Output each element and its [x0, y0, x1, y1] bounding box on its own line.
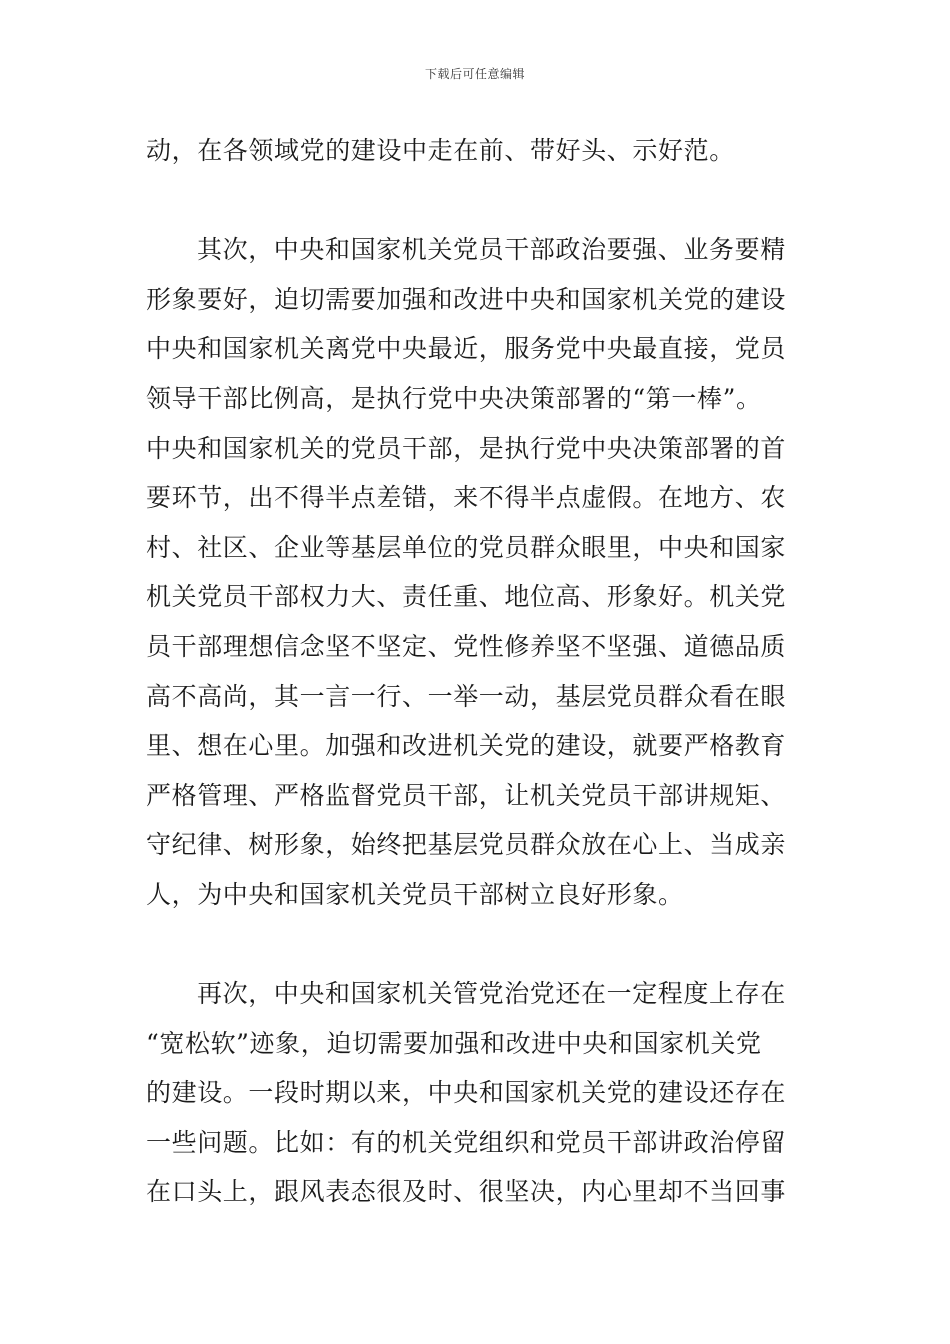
paragraph-2 — [146, 225, 806, 919]
text-line: 高不高尚，其一言一行、一举一动，基层党员群众看在眼 — [146, 681, 787, 711]
paragraph-3 — [146, 969, 806, 1217]
text-line: 在口头上，跟风表态很及时、很坚决，内心里却不当回事 — [146, 1177, 787, 1207]
text-line: 中央和国家机关离党中央最近，服务党中央最直接，党员 — [146, 334, 787, 364]
text-line: 中央和国家机关的党员干部，是执行党中央决策部署的首 — [146, 433, 787, 463]
text-line: 形象要好，迫切需要加强和改进中央和国家机关党的建设 — [146, 284, 787, 314]
text-line: 里、想在心里。加强和改进机关党的建设，就要严格教育 — [146, 731, 787, 761]
paragraph-gap — [146, 176, 806, 226]
text-line: 机关党员干部权力大、责任重、地位高、形象好。机关党 — [146, 582, 787, 612]
text-line: 员干部理想信念坚不坚定、党性修养坚不坚强、道德品质 — [146, 631, 787, 661]
text-line: 要环节，出不得半点差错，来不得半点虚假。在地方、农 — [146, 483, 787, 513]
text-line: 村、社区、企业等基层单位的党员群众眼里，中央和国家 — [146, 532, 787, 562]
text-line: 领导干部比例高，是执行党中央决策部署的“第一棒”。 — [146, 383, 762, 413]
paragraph-gap — [146, 920, 806, 970]
text-line: 守纪律、树形象，始终把基层党员群众放在心上、当成亲 — [146, 830, 787, 860]
document-body — [146, 126, 806, 1217]
text-line: 动，在各领域党的建设中走在前、带好头、示好范。 — [146, 136, 735, 165]
text-line: 其次，中央和国家机关党员干部政治要强、业务要精 — [197, 235, 786, 265]
text-line: 再次，中央和国家机关管党治党还在一定程度上存在 — [197, 979, 786, 1009]
text-line: 的建设。一段时期以来，中央和国家机关党的建设还存在 — [146, 1078, 787, 1108]
text-line: 人，为中央和国家机关党员干部树立良好形象。 — [146, 879, 684, 909]
page-header: 下载后可任意编辑 — [424, 67, 525, 81]
text-line: 严格管理、严格监督党员干部，让机关党员干部讲规矩、 — [146, 780, 787, 810]
text-line: 一些问题。比如：有的机关党组织和党员干部讲政治停留 — [146, 1127, 787, 1157]
paragraph-1 — [146, 126, 806, 176]
text-line: “宽松软”迹象，迫切需要加强和改进中央和国家机关党 — [146, 1028, 762, 1058]
